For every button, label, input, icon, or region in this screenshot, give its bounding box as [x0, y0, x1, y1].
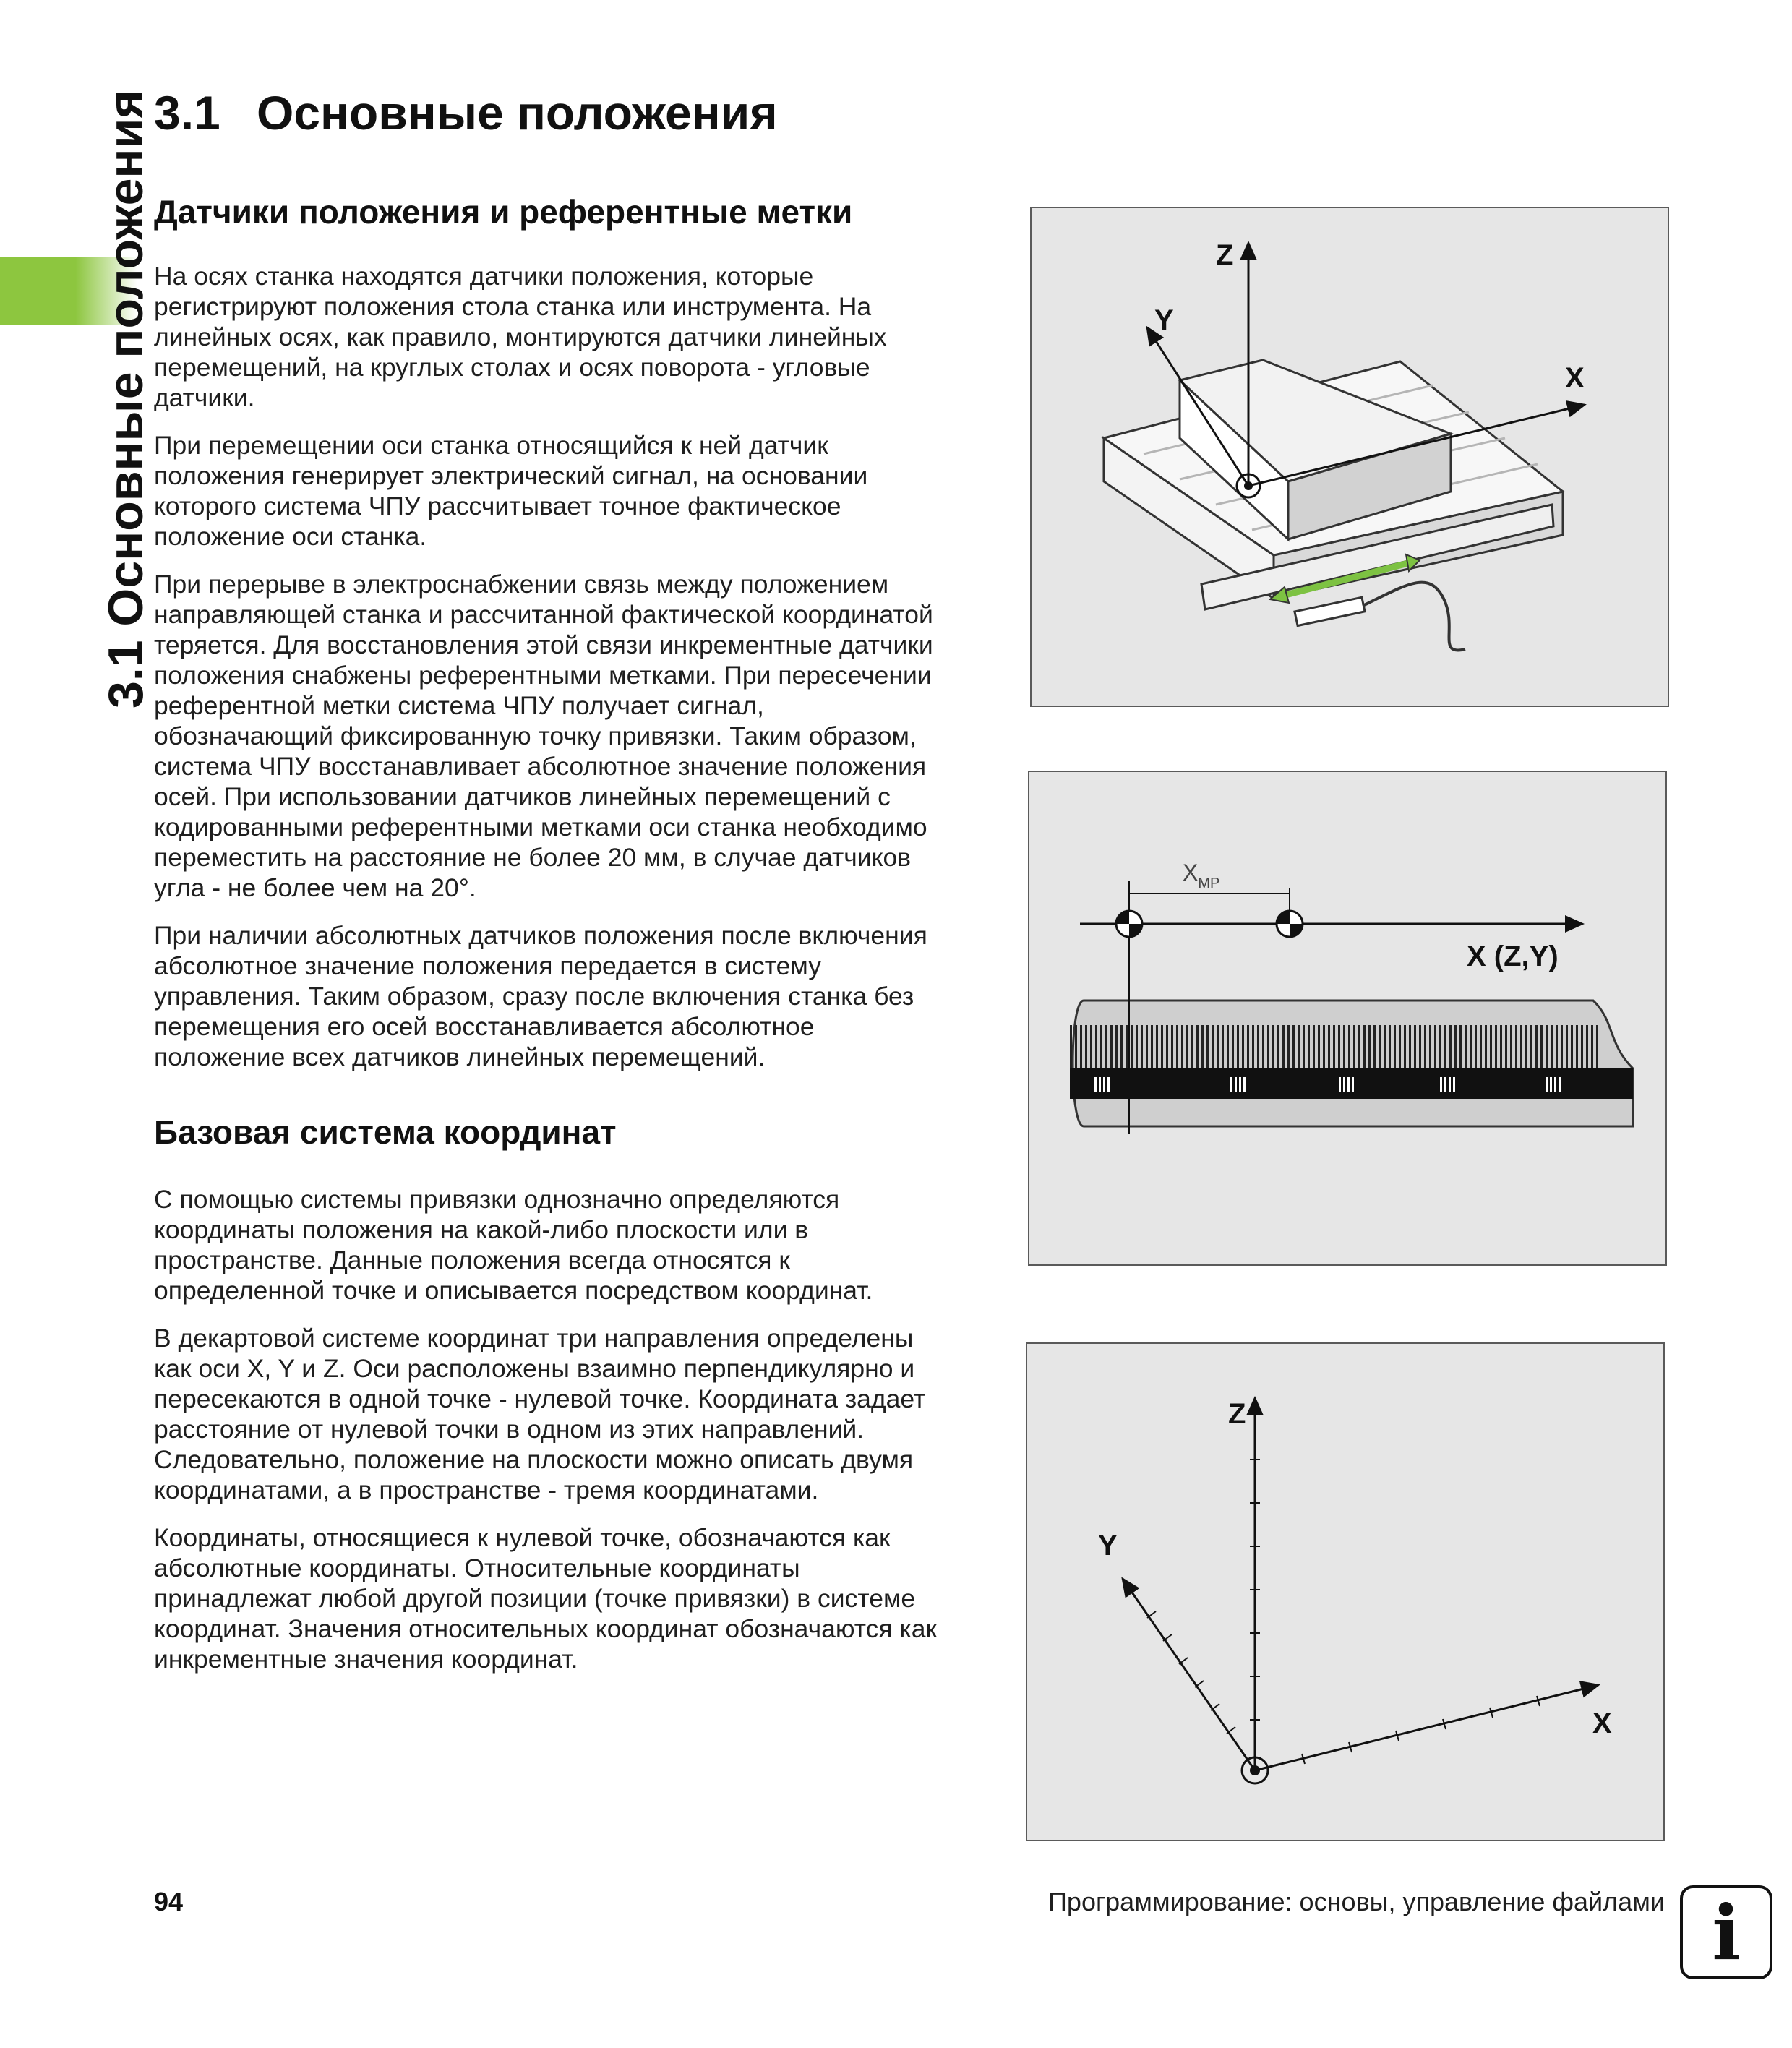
chapter-number: 3.1 — [154, 86, 220, 140]
paragraph: При перемещении оси станка относящийся к ней датчик положения генерирует электрический сигнал, на основании которого система ЧПУ рассчитывает точное фактическое положение оси станка. — [154, 431, 868, 551]
info-icon: i — [1680, 1885, 1772, 1979]
section-body-coordinates — [154, 1184, 1014, 1692]
figure-reference-scale — [1028, 771, 1667, 1266]
section-heading-coordinates: Базовая система координат — [154, 1113, 617, 1151]
machine-table-diagram — [1032, 208, 1671, 708]
section-body-sensors — [154, 261, 1014, 1089]
reference-scale-diagram — [1029, 772, 1668, 1267]
axis-label-y: Y — [1098, 1530, 1118, 1561]
paragraph: При перерыве в электроснабжении связь между положением направляющей станка и рассчитанной фактической координатой теряется. Для восстановления этой связи инкрементные датчики положения снабжены референтными метками. При пересечении референтной метки система ЧПУ получает сигнал, обозначающий фиксированную точку привязки. Таким образом, система ЧПУ восстанавливает абсолютное значение положения осей. При использовании датчиков линейных перемещений с кодированными референтными метками оси станка необходимо переместить на расстояние не более 20 мм, в случае датчиков угла - не более чем на 20°. — [154, 570, 933, 902]
paragraph: На осях станка находятся датчики положения, которые регистрируют положения стола станка или инструмента. На линейных осях, как правило, монтируются датчики линейных перемещений, на круглых столах и осях поворота - угловые датчики. — [154, 262, 887, 412]
side-chapter-title: 3.1 Основные положения — [98, 90, 153, 708]
chapter-title — [154, 85, 778, 140]
axis-label-y: Y — [1154, 304, 1174, 336]
figure-coordinate-system — [1026, 1342, 1665, 1841]
axis-label-z: Z — [1228, 1398, 1246, 1430]
paragraph: Координаты, относящиеся к нулевой точке, обозначаются как абсолютные координаты. Относительные координаты принадлежат любой другой позиции (точке привязки) в системе координат. Значения относительных координат обозначаются как инкрементные значения координат. — [154, 1523, 938, 1674]
axis-label-x: X — [1592, 1708, 1612, 1739]
axis-label-z: Z — [1216, 239, 1234, 271]
coordinate-system-diagram — [1027, 1344, 1666, 1843]
chapter-title-text: Основные положения — [257, 86, 778, 140]
axis-label-x: X — [1565, 362, 1585, 394]
paragraph: С помощью системы привязки однозначно определяются координаты положения на какой-либо плоскости или в пространстве. Данные положения всегда относятся к определенной точке и описывается посредством координат. — [154, 1185, 873, 1305]
figure-machine-table — [1030, 207, 1669, 707]
paragraph: В декартовой системе координат три направления определены как оси X, Y и Z. Оси расположены взаимно перпендикулярно и пересекаются в одной точке - нулевой точке. Координата задает расстояние от нулевой точки в одном из этих направлений. Следовательно, положение на плоскости можно описать двумя координатами, а в пространстве - тремя координатами. — [154, 1324, 926, 1504]
footer-title: Программирование: основы, управление файлами — [1048, 1887, 1665, 1916]
dimension-label-xmp: $X_{MP}$ — [1183, 860, 1220, 891]
axis-label-x-z-y: X (Z,Y) — [1467, 941, 1559, 972]
section-heading-sensors: Датчики положения и референтные метки — [154, 193, 853, 231]
paragraph: При наличии абсолютных датчиков положения после включения абсолютное значение положения передается в систему управления. Таким образом, сразу после включения станка без перемещения его осей восстанавливается абсолютное положение всех датчиков линейных перемещений. — [154, 921, 927, 1071]
axis-ticks — [1147, 1460, 1540, 1764]
page-number: 94 — [154, 1887, 184, 1916]
